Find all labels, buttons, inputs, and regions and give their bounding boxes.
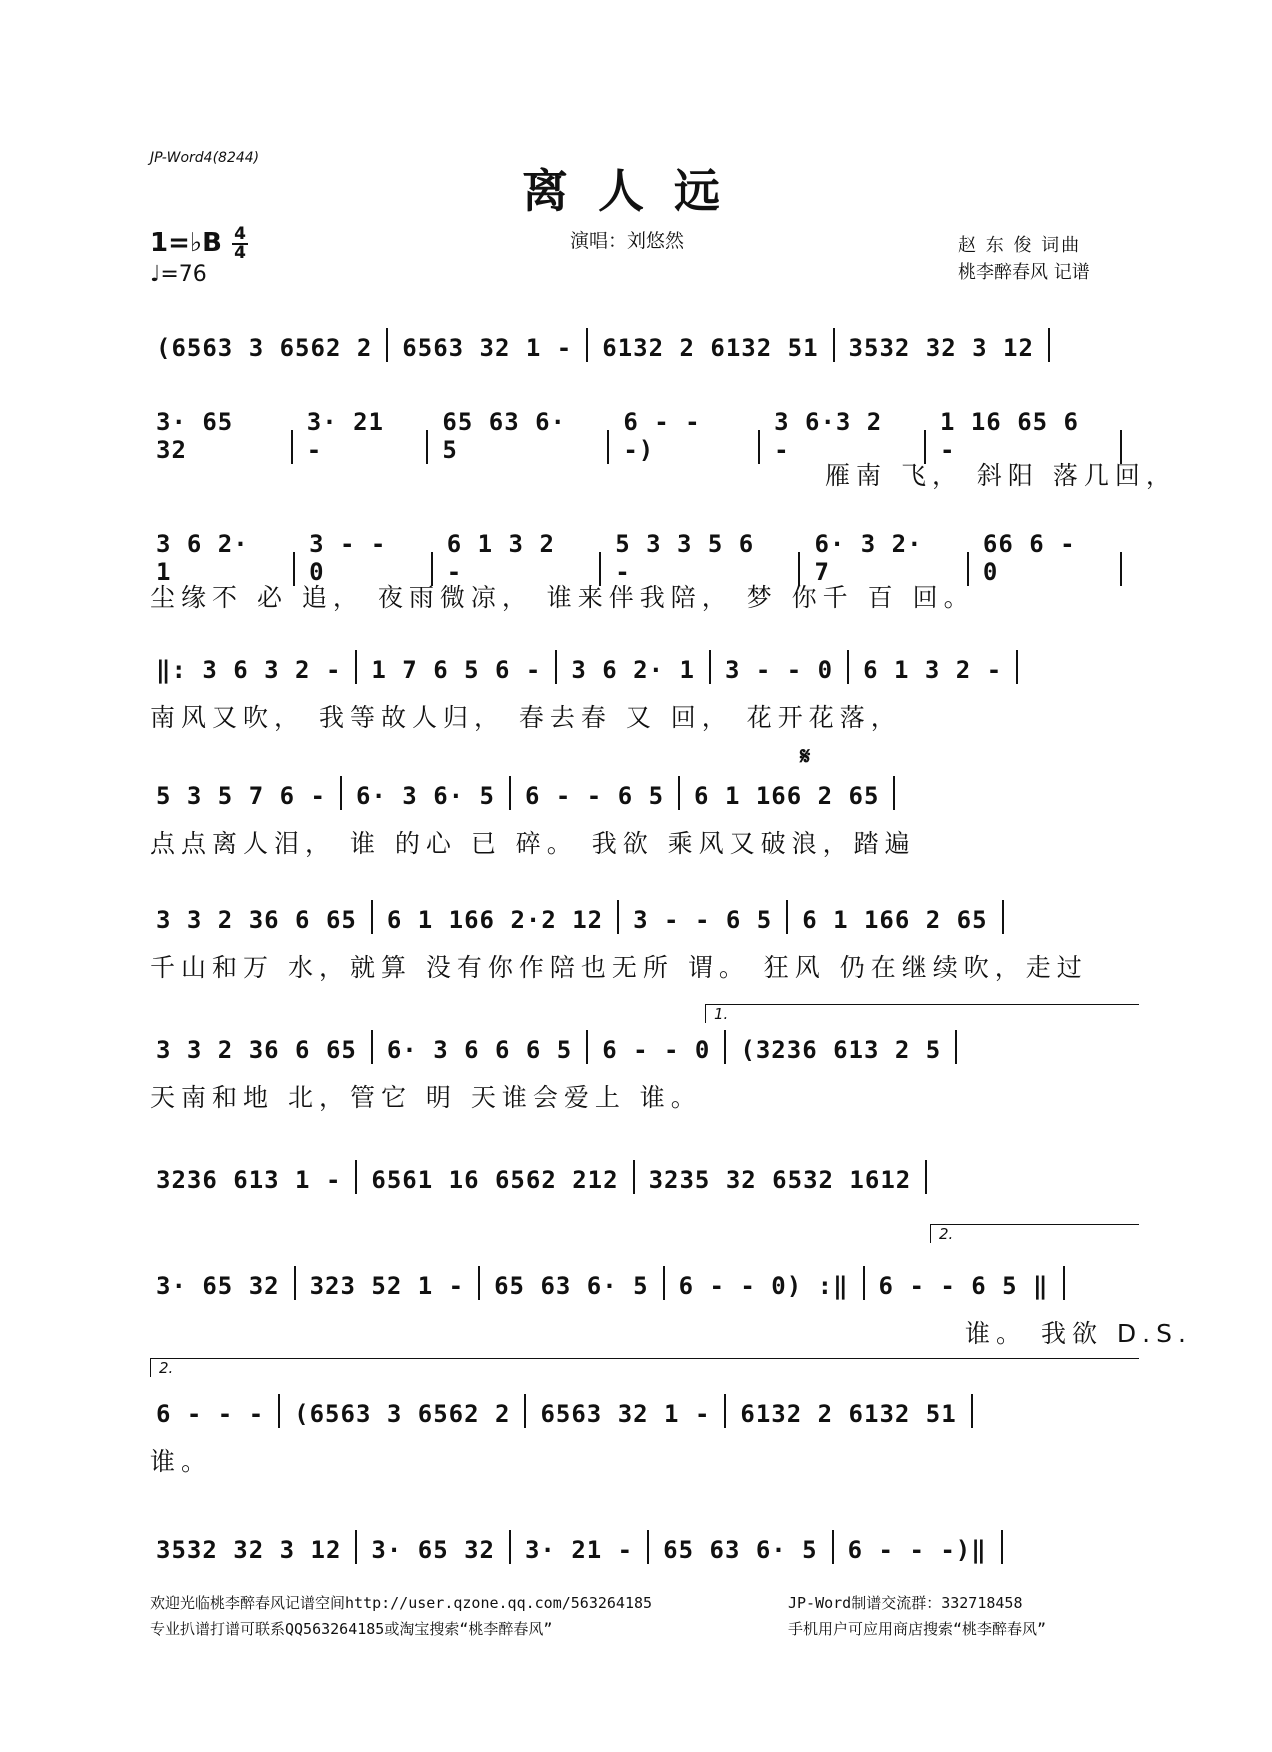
barline	[1048, 328, 1050, 362]
measure: 3· 65 32	[156, 408, 234, 464]
barline	[724, 1394, 726, 1428]
measure: 6561 16 6562 212	[371, 1166, 619, 1194]
measure: 323 52 1 -	[309, 1272, 465, 1300]
lyrics-line: 点点离人泪， 谁 的心 已 碎。 我欲 乘风又破浪，踏遍	[150, 829, 916, 858]
barline	[1001, 1530, 1003, 1564]
staff-row	[150, 776, 1130, 810]
measure: 3· 65 32	[371, 1536, 495, 1564]
staff-row	[150, 900, 1130, 934]
time-signature	[232, 226, 248, 262]
composer-credit: 赵 东 俊 词曲	[958, 235, 1082, 256]
barline	[709, 650, 711, 684]
barline	[925, 1160, 927, 1194]
barline	[371, 1030, 373, 1064]
measure: 6 - - 6 5 ‖	[878, 1272, 1049, 1300]
volta-2-inline: 2.	[930, 1224, 1139, 1243]
measure: 6 - - -)‖	[847, 1536, 987, 1564]
barline	[294, 1266, 296, 1300]
barline	[291, 430, 293, 464]
measure: 6 - - 6 5	[525, 782, 665, 810]
measure: 6563 32 1 -	[540, 1400, 711, 1428]
barline	[1063, 1266, 1065, 1300]
software-label: JP-Word4(8244)	[150, 150, 260, 166]
lyrics-line: 雁南 飞， 斜阳 落几回，	[825, 461, 1177, 490]
barline	[724, 1030, 726, 1064]
measure: 6563 32 1 -	[402, 334, 573, 362]
barline	[832, 1530, 834, 1564]
measure: 66 6 - 0	[982, 530, 1076, 586]
measure: 6 1 166 2 65	[694, 782, 880, 810]
measure: 3532 32 3 12	[156, 1536, 342, 1564]
measure: 6 - - 0	[602, 1036, 711, 1064]
measure: 6132 2 6132 51	[602, 334, 819, 362]
lyrics-line: 南风又吹， 我等故人归， 春去春 又 回， 花开花落，	[150, 703, 902, 732]
measure: 3532 32 3 12	[848, 334, 1034, 362]
measure: 6 - - 0) :‖	[678, 1272, 849, 1300]
barline	[1016, 650, 1018, 684]
staff-row	[150, 1030, 1130, 1064]
barline	[509, 776, 511, 810]
measure: (3236 613 2 5	[740, 1036, 942, 1064]
time-bottom: 4	[234, 243, 246, 263]
measure: 6 1 166 2 65	[802, 906, 988, 934]
measure: 3 - - 0	[724, 656, 834, 684]
barline	[607, 430, 609, 464]
measure: 1 16 65 6 -	[939, 408, 1079, 464]
barline	[355, 1160, 357, 1194]
barline	[971, 1394, 973, 1428]
measure: 6132 2 6132 51	[740, 1400, 957, 1428]
measure: 6 1 3 2 -	[863, 656, 1003, 684]
barline	[340, 776, 342, 810]
measure: (6563 3 6562 2	[294, 1400, 511, 1428]
lyrics-line: 谁。	[150, 1447, 213, 1476]
barline	[647, 1530, 649, 1564]
barline	[371, 900, 373, 934]
barline	[955, 1030, 957, 1064]
measure: 6 - - -)	[623, 408, 701, 464]
barline	[509, 1530, 511, 1564]
measure: 3 - - 6 5	[633, 906, 773, 934]
barline	[478, 1266, 480, 1300]
singer-credit: 演唱：刘悠然	[570, 230, 685, 252]
measure: (6563 3 6562 2	[156, 334, 373, 362]
measure: 3 6 2· 1	[571, 656, 695, 684]
footer-line1-right: JP-Word制谱交流群：332718458	[788, 1594, 1023, 1612]
key-signature: 1=♭B	[150, 228, 222, 258]
measure: 3 3 2 36 6 65	[156, 1036, 357, 1064]
measure: 65 63 6· 5	[663, 1536, 818, 1564]
measure: 1 7 6 5 6 -	[371, 656, 542, 684]
measure: 3 6·3 2 -	[774, 408, 883, 464]
barline	[426, 430, 428, 464]
staff-row	[150, 1394, 1130, 1428]
time-top: 4	[234, 224, 246, 244]
staff-row	[150, 1160, 1130, 1194]
barline	[1002, 900, 1004, 934]
measure: 65 63 6· 5	[442, 408, 566, 464]
measure: 65 63 6· 5	[494, 1272, 649, 1300]
song-title: 离人远	[522, 164, 750, 218]
measure: 3235 32 6532 1612	[648, 1166, 912, 1194]
measure: 6· 3 6· 5	[355, 782, 495, 810]
barline	[555, 650, 557, 684]
measure: 5 3 5 7 6 -	[156, 782, 326, 810]
staff-row	[150, 1530, 1130, 1564]
measure: 6 - - -	[156, 1400, 265, 1428]
barline	[617, 900, 619, 934]
measure: 3 6 2· 1	[156, 530, 249, 586]
staff-row	[150, 650, 1130, 684]
footer-line2-left: 专业扒谱打谱可联系QQ563264185或淘宝搜索“桃李醉春风”	[150, 1620, 553, 1638]
measure: 3· 65 32	[156, 1272, 280, 1300]
barline	[847, 650, 849, 684]
measure: 6 1 3 2 -	[446, 530, 555, 586]
measure: 3 3 2 36 6 65	[156, 906, 357, 934]
measure: 3· 21 -	[306, 408, 384, 464]
measure: 3236 613 1 -	[156, 1166, 342, 1194]
barline	[633, 1160, 635, 1194]
footer-line1-left: 欢迎光临桃李醉春风记谱空间http://user.qzone.qq.com/563264185	[150, 1594, 653, 1612]
barline	[586, 1030, 588, 1064]
segno-mark: 𝄋	[800, 742, 811, 770]
lyrics-line: 尘缘不 必 追， 夜雨微凉， 谁来伴我陪， 梦 你千 百 回。	[150, 583, 975, 612]
measure: 3· 21 -	[524, 1536, 634, 1564]
measure: 6 1 166 2·2 12	[386, 906, 604, 934]
lyrics-line: 谁。 我欲 D.S.	[965, 1319, 1192, 1348]
measure: 5 3 3 5 6 -	[615, 530, 755, 586]
barline	[586, 328, 588, 362]
barline	[786, 900, 788, 934]
barline	[355, 1530, 357, 1564]
barline	[524, 1394, 526, 1428]
barline	[863, 1266, 865, 1300]
tempo-mark: ♩=76	[150, 262, 207, 287]
measure: ‖: 3 6 3 2 -	[156, 656, 342, 684]
barline	[758, 430, 760, 464]
barline	[893, 776, 895, 810]
barline	[833, 328, 835, 362]
transcriber-credit: 桃李醉春风 记谱	[958, 262, 1090, 283]
measure: 3 - - 0	[309, 530, 387, 586]
volta-2: 2.	[150, 1358, 1139, 1377]
measure: 6· 3 2· 7	[814, 530, 923, 586]
volta-1: 1.	[705, 1004, 1139, 1023]
barline	[278, 1394, 280, 1428]
footer-line2-right: 手机用户可应用商店搜索“桃李醉春风”	[788, 1620, 1047, 1638]
staff-row	[150, 1266, 1130, 1300]
barline	[663, 1266, 665, 1300]
staff-row	[150, 328, 1130, 362]
measure: 6· 3 6 6 6 5	[386, 1036, 573, 1064]
lyrics-line: 天南和地 北，管它 明 天谁会爱上 谁。	[150, 1083, 702, 1112]
barline	[678, 776, 680, 810]
lyrics-line: 千山和万 水，就算 没有你作陪也无所 谓。 狂风 仍在继续吹，走过	[150, 953, 1088, 982]
barline	[355, 650, 357, 684]
barline	[386, 328, 388, 362]
